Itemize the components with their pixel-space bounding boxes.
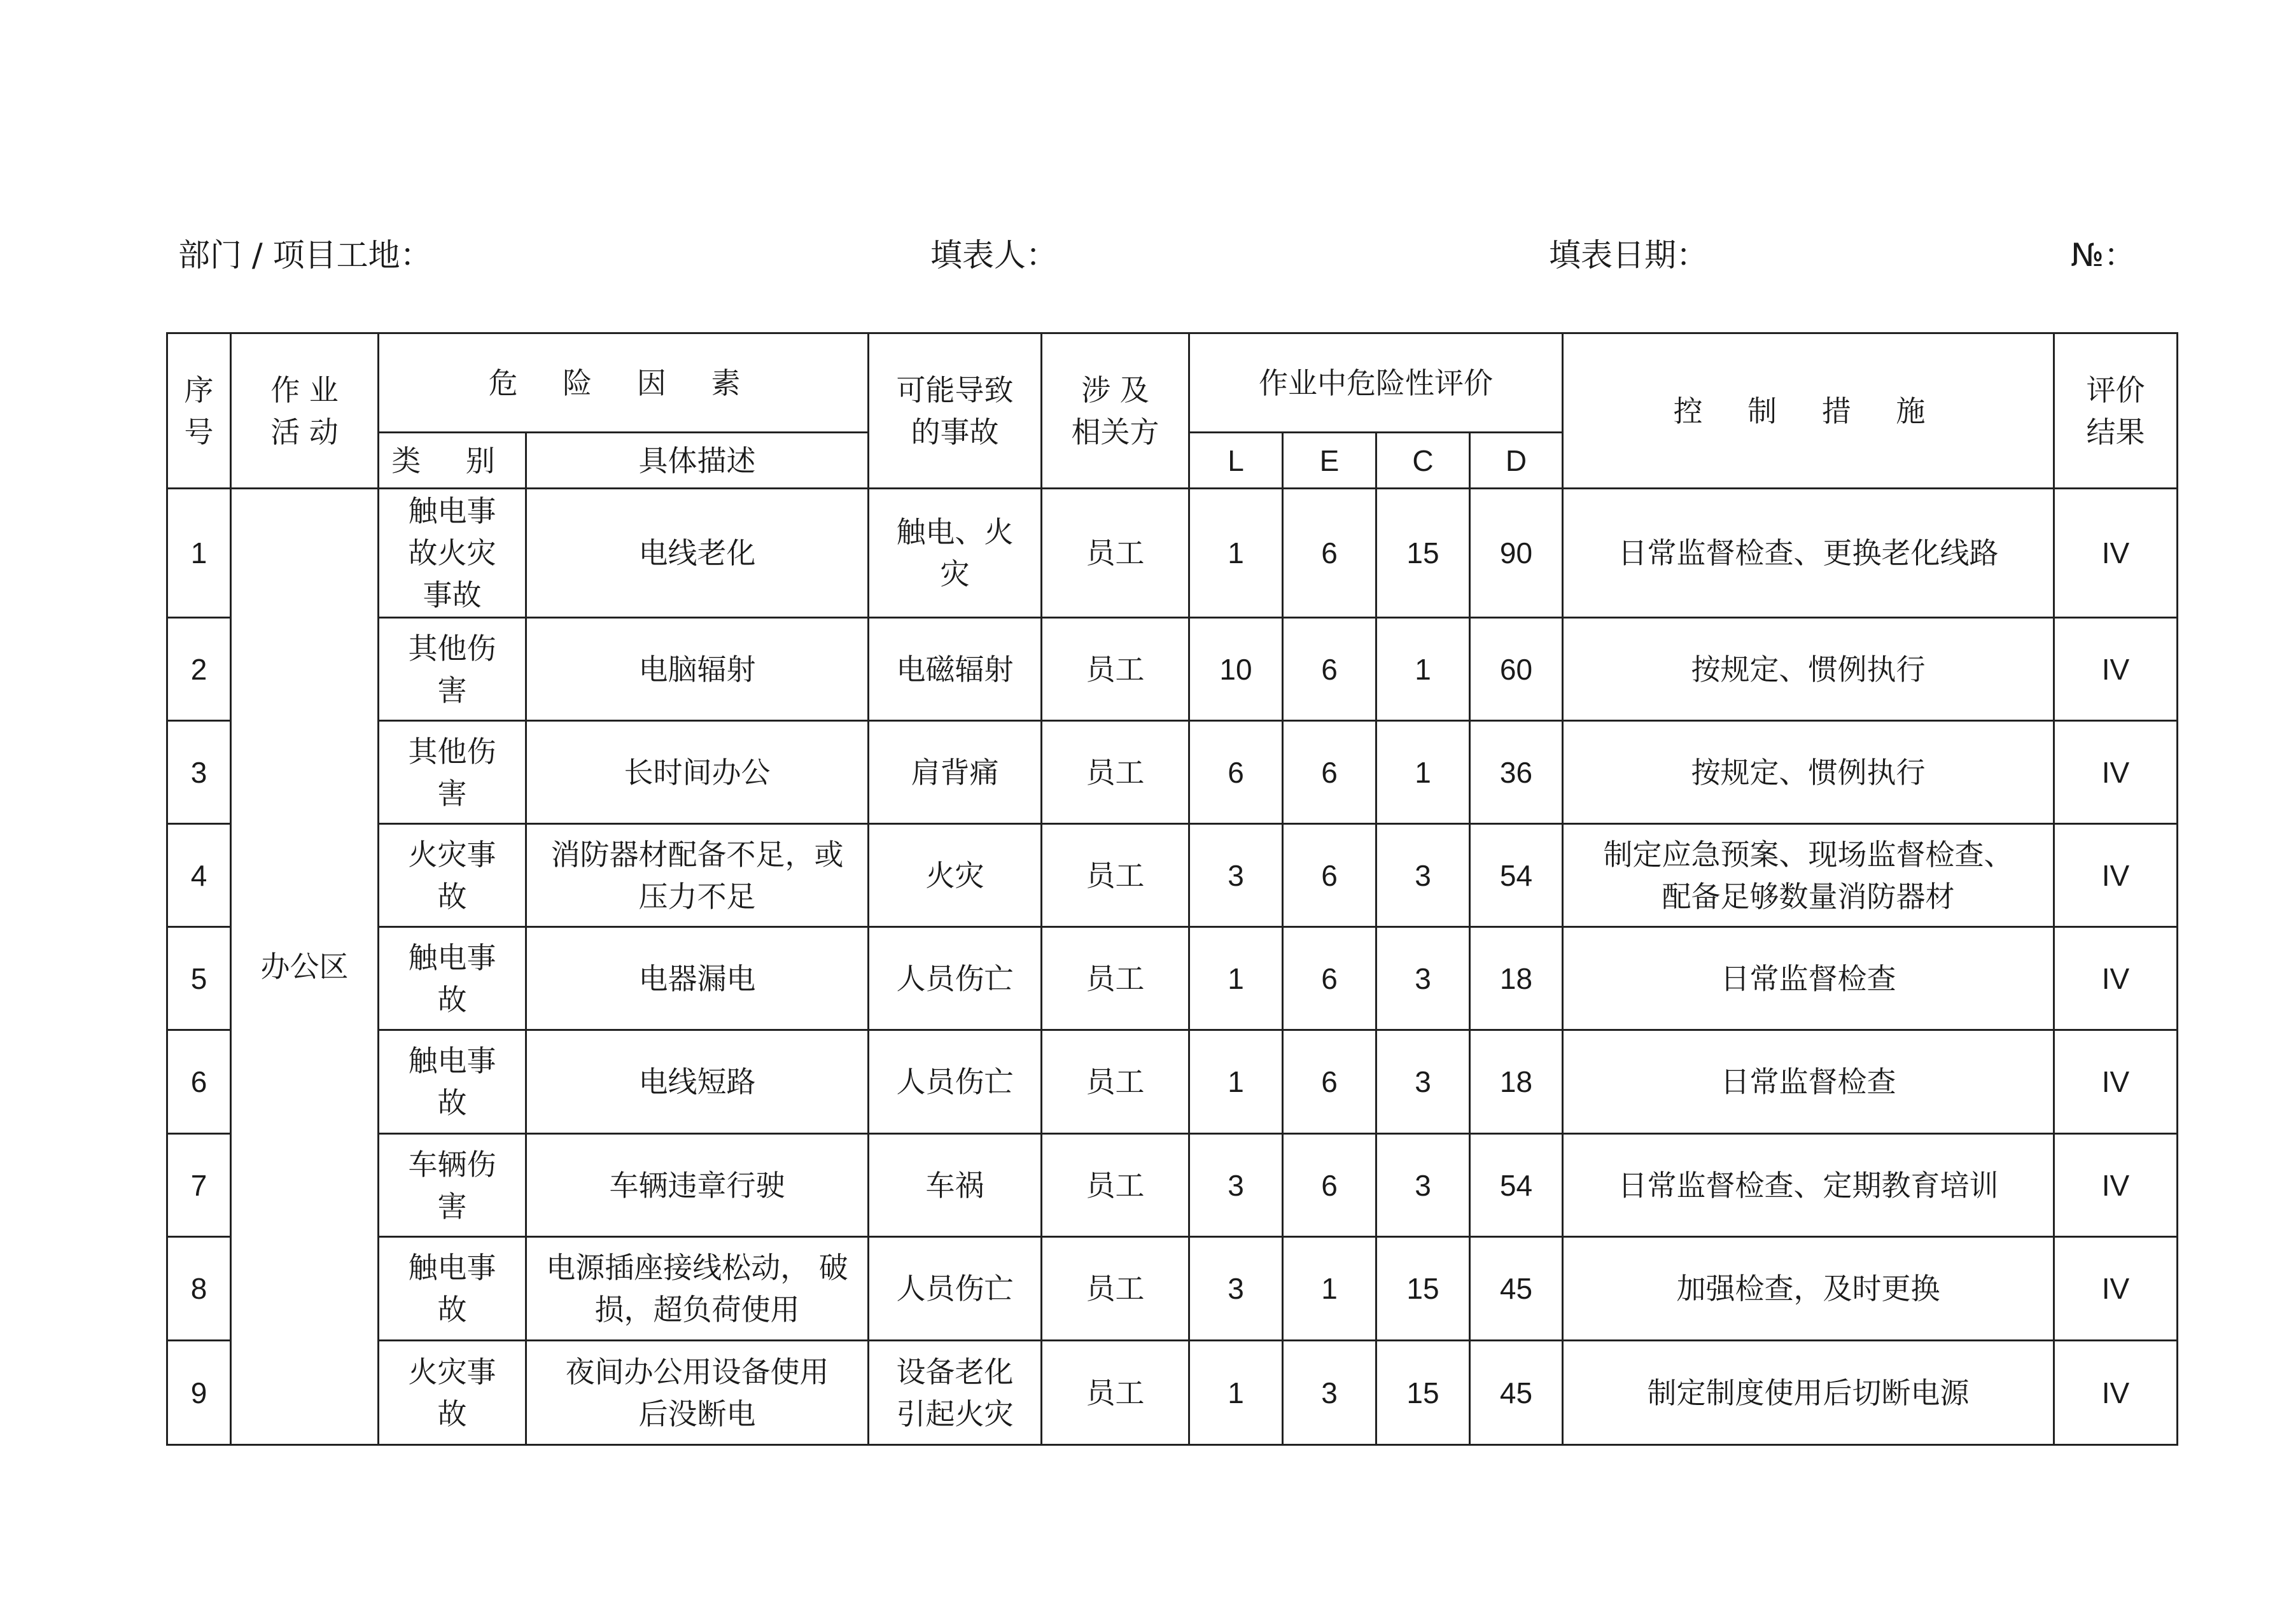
filler-label: 填表人：	[930, 237, 1058, 274]
table-row	[167, 824, 2178, 927]
cell-D: 90	[1470, 489, 1563, 618]
cell-category: 其他伤 害	[379, 721, 526, 824]
cell-result: IV	[2054, 1030, 2178, 1134]
cell-D: 45	[1470, 1237, 1563, 1341]
cell-C: 3	[1376, 824, 1470, 927]
cell-description: 夜间办公用设备使用 后没断电	[526, 1341, 869, 1445]
cell-result: IV	[2054, 721, 2178, 824]
cell-accident: 设备老化 引起火灾	[869, 1341, 1042, 1445]
cell-result: IV	[2054, 1237, 2178, 1341]
table-row	[167, 1341, 2178, 1445]
cell-control: 按规定、惯例执行	[1563, 618, 2054, 721]
cell-party: 员工	[1042, 618, 1189, 721]
cell-party: 员工	[1042, 1030, 1189, 1134]
cell-seq: 1	[167, 489, 231, 618]
cell-seq: 2	[167, 618, 231, 721]
cell-control: 加强检查，及时更换	[1563, 1237, 2054, 1341]
cell-control: 日常监督检查	[1563, 1030, 2054, 1134]
table-row	[167, 1134, 2178, 1237]
risk-evaluation-table	[166, 332, 2178, 1446]
cell-result: IV	[2054, 618, 2178, 721]
header-evaluation: 作业中危险性评价	[1189, 333, 1563, 433]
cell-C: 15	[1376, 1237, 1470, 1341]
header-activity: 作 业 活 动	[231, 333, 379, 489]
cell-category: 触电事 故	[379, 927, 526, 1030]
table-row	[167, 721, 2178, 824]
cell-seq: 7	[167, 1134, 231, 1237]
cell-L: 3	[1189, 1237, 1283, 1341]
department-label: 部门 / 项目工地：	[178, 237, 432, 274]
cell-D: 45	[1470, 1341, 1563, 1445]
cell-control: 制定应急预案、现场监督检查、 配备足够数量消防器材	[1563, 824, 2054, 927]
cell-description: 长时间办公	[526, 721, 869, 824]
cell-D: 18	[1470, 1030, 1563, 1134]
cell-category: 其他伤 害	[379, 618, 526, 721]
cell-C: 15	[1376, 1341, 1470, 1445]
table-row	[167, 1030, 2178, 1134]
cell-category: 触电事 故火灾 事故	[379, 489, 526, 618]
cell-L: 1	[1189, 927, 1283, 1030]
cell-result: IV	[2054, 927, 2178, 1030]
cell-description: 电线老化	[526, 489, 869, 618]
cell-L: 1	[1189, 489, 1283, 618]
cell-E: 6	[1283, 618, 1376, 721]
form-number-label: №：	[2071, 237, 2136, 274]
table-body	[167, 489, 2178, 1445]
cell-seq: 8	[167, 1237, 231, 1341]
table-row	[167, 618, 2178, 721]
cell-party: 员工	[1042, 489, 1189, 618]
cell-seq: 4	[167, 824, 231, 927]
cell-E: 3	[1283, 1341, 1376, 1445]
cell-L: 1	[1189, 1030, 1283, 1134]
cell-C: 3	[1376, 1030, 1470, 1134]
fill-date-label: 填表日期：	[1549, 237, 1708, 274]
cell-D: 54	[1470, 1134, 1563, 1237]
cell-category: 触电事 故	[379, 1030, 526, 1134]
cell-party: 员工	[1042, 1237, 1189, 1341]
cell-C: 15	[1376, 489, 1470, 618]
cell-C: 3	[1376, 927, 1470, 1030]
cell-control: 日常监督检查、更换老化线路	[1563, 489, 2054, 618]
cell-category: 火灾事 故	[379, 824, 526, 927]
cell-C: 3	[1376, 1134, 1470, 1237]
cell-E: 6	[1283, 721, 1376, 824]
cell-accident: 车祸	[869, 1134, 1042, 1237]
header-seq: 序 号	[167, 333, 231, 489]
cell-E: 6	[1283, 1134, 1376, 1237]
cell-E: 1	[1283, 1237, 1376, 1341]
cell-C: 1	[1376, 721, 1470, 824]
cell-control: 按规定、惯例执行	[1563, 721, 2054, 824]
cell-category: 火灾事 故	[379, 1341, 526, 1445]
cell-E: 6	[1283, 824, 1376, 927]
header-control: 控 制 措 施	[1563, 333, 2054, 489]
cell-result: IV	[2054, 824, 2178, 927]
cell-accident: 触电、火 灾	[869, 489, 1042, 618]
header-category: 类 别	[379, 433, 526, 489]
cell-party: 员工	[1042, 721, 1189, 824]
cell-D: 54	[1470, 824, 1563, 927]
cell-category: 触电事 故	[379, 1237, 526, 1341]
cell-party: 员工	[1042, 1341, 1189, 1445]
cell-D: 18	[1470, 927, 1563, 1030]
header-hazard-factors: 危 险 因 素	[379, 333, 869, 433]
cell-result: IV	[2054, 489, 2178, 618]
table-row	[167, 927, 2178, 1030]
page-header	[0, 233, 2296, 277]
cell-activity: 办公区	[231, 489, 379, 1445]
cell-accident: 人员伤亡	[869, 1030, 1042, 1134]
cell-description: 消防器材配备不足，或 压力不足	[526, 824, 869, 927]
cell-E: 6	[1283, 927, 1376, 1030]
cell-control: 制定制度使用后切断电源	[1563, 1341, 2054, 1445]
cell-accident: 电磁辐射	[869, 618, 1042, 721]
cell-category: 车辆伤 害	[379, 1134, 526, 1237]
cell-seq: 5	[167, 927, 231, 1030]
cell-accident: 肩背痛	[869, 721, 1042, 824]
cell-description: 车辆违章行驶	[526, 1134, 869, 1237]
cell-D: 36	[1470, 721, 1563, 824]
cell-seq: 9	[167, 1341, 231, 1445]
cell-party: 员工	[1042, 824, 1189, 927]
cell-accident: 人员伤亡	[869, 1237, 1042, 1341]
cell-control: 日常监督检查、定期教育培训	[1563, 1134, 2054, 1237]
table-row	[167, 489, 2178, 618]
cell-result: IV	[2054, 1341, 2178, 1445]
cell-L: 3	[1189, 824, 1283, 927]
cell-control: 日常监督检查	[1563, 927, 2054, 1030]
cell-description: 电源插座接线松动， 破 损，超负荷使用	[526, 1237, 869, 1341]
header-accident: 可能导致 的事故	[869, 333, 1042, 489]
cell-description: 电器漏电	[526, 927, 869, 1030]
cell-party: 员工	[1042, 927, 1189, 1030]
cell-E: 6	[1283, 1030, 1376, 1134]
cell-E: 6	[1283, 489, 1376, 618]
header-C: C	[1376, 433, 1470, 489]
cell-accident: 火灾	[869, 824, 1042, 927]
header-D: D	[1470, 433, 1563, 489]
header-L: L	[1189, 433, 1283, 489]
cell-seq: 6	[167, 1030, 231, 1134]
cell-result: IV	[2054, 1134, 2178, 1237]
cell-L: 10	[1189, 618, 1283, 721]
header-E: E	[1283, 433, 1376, 489]
table-row	[167, 1237, 2178, 1341]
cell-party: 员工	[1042, 1134, 1189, 1237]
header-result: 评价 结果	[2054, 333, 2178, 489]
header-party: 涉 及 相关方	[1042, 333, 1189, 489]
cell-D: 60	[1470, 618, 1563, 721]
cell-description: 电脑辐射	[526, 618, 869, 721]
cell-L: 1	[1189, 1341, 1283, 1445]
header-description: 具体描述	[526, 433, 869, 489]
cell-C: 1	[1376, 618, 1470, 721]
cell-accident: 人员伤亡	[869, 927, 1042, 1030]
cell-L: 6	[1189, 721, 1283, 824]
cell-seq: 3	[167, 721, 231, 824]
cell-description: 电线短路	[526, 1030, 869, 1134]
cell-L: 3	[1189, 1134, 1283, 1237]
